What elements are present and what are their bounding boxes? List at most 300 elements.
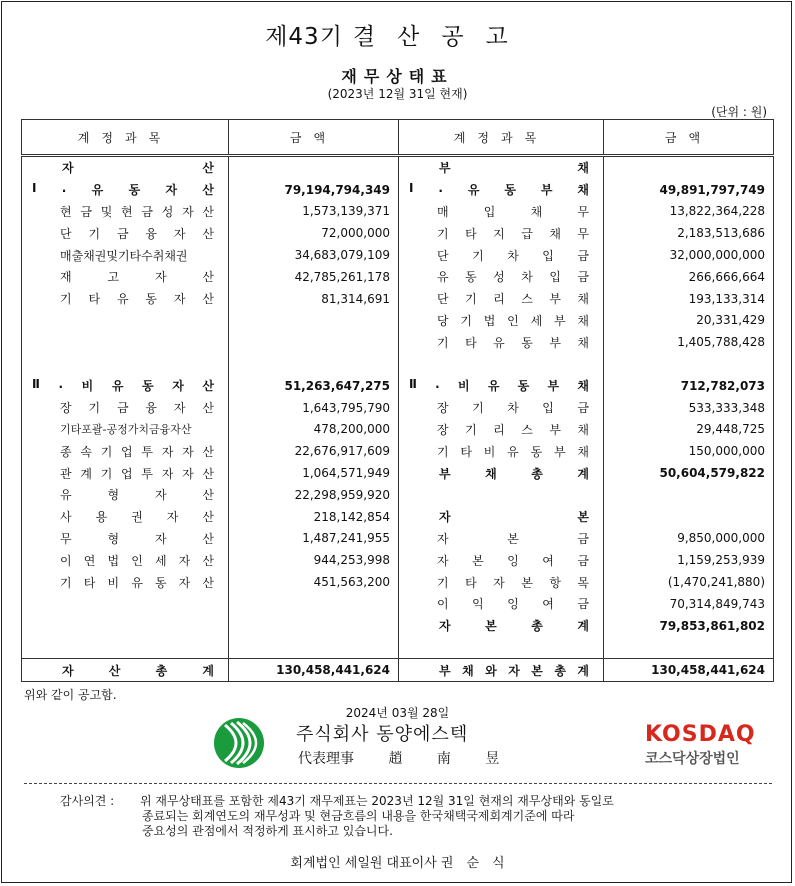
account-char: 입 — [542, 401, 554, 416]
liability-account-label — [399, 528, 604, 550]
account-char: 업 — [121, 466, 133, 481]
account-char: 여 — [542, 597, 554, 612]
account-name — [60, 268, 214, 285]
account-name: 매출채권및기타수취채권 — [60, 248, 188, 263]
account-name: 기타포괄-공정가치금융자산 — [60, 423, 192, 437]
asset-account-label — [22, 571, 229, 593]
table-row — [22, 549, 774, 571]
auditor-signature: 회계법인 세일원 대표이사 권 순 식 — [290, 856, 505, 871]
account-char: 유 — [467, 183, 480, 198]
account-char: 항 — [549, 575, 561, 590]
account-char: 본 — [507, 531, 519, 546]
asset-amount: 22,298,959,920 — [229, 484, 399, 506]
account-char: 동 — [145, 292, 157, 307]
account-char: 융 — [145, 226, 157, 241]
divider — [24, 783, 772, 784]
account-char: 금 — [577, 248, 589, 263]
table-row — [22, 375, 774, 397]
account-char: 자 — [62, 663, 74, 678]
account-char: 속 — [80, 444, 92, 459]
account-char: 장 — [60, 401, 72, 416]
account-char: 금 — [141, 204, 153, 219]
account-char: 비 — [483, 444, 496, 459]
asset-amount — [229, 615, 399, 637]
account-char: 산 — [202, 575, 214, 590]
liability-amount — [604, 353, 774, 375]
account-char: Ⅰ — [32, 181, 37, 196]
table-row — [22, 266, 774, 288]
account-name — [437, 530, 589, 547]
account-char: 자 — [173, 401, 186, 416]
asset-account-label — [22, 244, 229, 266]
account-char: 매 — [437, 204, 449, 219]
asset-amount: 1,573,139,371 — [229, 201, 399, 223]
account-char: 이 — [437, 597, 449, 612]
account-char: 채 — [530, 204, 543, 219]
account-char: 자 — [172, 379, 184, 394]
account-char: 세 — [154, 553, 167, 568]
account-char: 형 — [107, 488, 120, 503]
account-char: 기 — [465, 422, 477, 437]
liability-account-label — [399, 419, 604, 441]
asset-amount — [229, 156, 399, 179]
account-char: 기 — [88, 226, 101, 241]
page-title — [0, 18, 795, 51]
account-char: 기 — [88, 401, 101, 416]
account-char: 자 — [493, 575, 505, 590]
account-name — [437, 399, 589, 416]
account-char: 본 — [485, 619, 497, 634]
account-char: 자 — [154, 270, 167, 285]
company-logo-icon — [213, 717, 265, 769]
account-char: 채 — [462, 663, 474, 678]
statement-title: 재무상태표 — [341, 67, 454, 86]
account-char: 채 — [577, 444, 589, 459]
liability-amount: 79,853,861,802 — [604, 615, 774, 637]
liability-amount: 1,405,788,428 — [604, 331, 774, 353]
account-char: 연 — [83, 553, 96, 568]
account-char: 현 — [60, 204, 72, 219]
asset-account-label — [22, 506, 229, 528]
asset-amount: 81,314,691 — [229, 288, 399, 310]
asset-account-label — [22, 462, 229, 484]
asset-account-label — [22, 528, 229, 550]
account-char: 계 — [577, 663, 589, 678]
liability-account-label — [399, 593, 604, 615]
account-char: 타 — [88, 292, 101, 307]
table-row — [22, 331, 774, 353]
account-char: 용 — [95, 510, 108, 525]
asset-account-label — [22, 375, 229, 397]
account-char: 자 — [182, 444, 194, 459]
liability-account-label — [399, 375, 604, 397]
account-char: 차 — [507, 401, 519, 416]
account-name — [437, 312, 589, 329]
table-row — [22, 615, 774, 637]
account-char: 본 — [577, 510, 589, 525]
account-char: 산 — [202, 553, 214, 568]
table-row — [22, 506, 774, 528]
account-char: 자 — [178, 575, 191, 590]
asset-account-label — [22, 353, 229, 375]
account-char: 유 — [116, 292, 129, 307]
liability-amount: 533,333,348 — [604, 397, 774, 419]
table-row — [22, 201, 774, 223]
account-char: 성 — [493, 270, 505, 285]
account-char: 현 — [121, 204, 133, 219]
asset-amount — [229, 353, 399, 375]
table-row — [22, 288, 774, 310]
liability-account-label — [399, 201, 604, 223]
account-char: Ⅱ — [32, 377, 40, 392]
kosdaq-listed-label: 코스닥상장법인 — [645, 751, 740, 767]
account-char: 자 — [173, 226, 186, 241]
account-char: 자 — [161, 444, 174, 459]
as-of-date: (2023년 12월 31일 현재) — [327, 87, 468, 101]
account-char: 자 — [508, 663, 520, 678]
account-name — [409, 377, 589, 394]
kosdaq-logo: KOSDAQ — [645, 722, 756, 747]
account-char: 부 — [439, 161, 451, 176]
account-char: . — [61, 181, 67, 196]
account-char: 총 — [531, 466, 543, 481]
account-char: 자 — [437, 531, 449, 546]
account-char: 동 — [530, 444, 543, 459]
title-rest: 결산공고 — [352, 24, 530, 50]
account-char: 인 — [507, 313, 519, 328]
liability-account-label — [399, 266, 604, 288]
account-char: 유 — [111, 379, 124, 394]
account-char: 채 — [577, 422, 589, 437]
account-name — [437, 334, 589, 351]
account-char: 자 — [439, 510, 451, 525]
account-char: 이 — [60, 553, 72, 568]
account-char: 목 — [577, 575, 589, 590]
account-char: . — [58, 377, 64, 392]
account-char: 비 — [457, 379, 470, 394]
liability-amount: 70,314,849,743 — [604, 593, 774, 615]
account-char: 산 — [202, 292, 214, 307]
account-char: 금 — [577, 597, 589, 612]
liability-account-label — [399, 506, 604, 528]
account-char: 장 — [437, 422, 449, 437]
account-char: 지 — [493, 226, 505, 241]
liability-account-label — [399, 353, 604, 375]
asset-amount: 218,142,854 — [229, 506, 399, 528]
ceo-signature — [298, 748, 529, 768]
liability-account-label — [399, 331, 604, 353]
account-name — [437, 574, 589, 591]
account-char: 기 — [437, 226, 449, 241]
account-char: 유 — [91, 183, 104, 198]
account-char: 자 — [182, 204, 194, 219]
audit-label: 감사의견 : — [60, 794, 115, 808]
asset-account-label — [22, 266, 229, 288]
ceo-name-3: 昱 — [485, 751, 500, 767]
account-char: 기 — [100, 444, 113, 459]
liability-amount — [604, 484, 774, 506]
asset-amount: 51,263,647,275 — [229, 375, 399, 397]
account-char: 와 — [485, 663, 497, 678]
table-row — [22, 571, 774, 593]
account-char: 자 — [62, 161, 74, 176]
company-name: 주식회사 동양에스텍 — [296, 724, 469, 745]
account-char: 산 — [202, 226, 214, 241]
account-char: Ⅰ — [409, 181, 414, 196]
asset-amount: 34,683,079,109 — [229, 244, 399, 266]
account-char: 고 — [107, 270, 120, 285]
account-name — [60, 465, 214, 482]
account-char: 차 — [507, 248, 519, 263]
account-char: 산 — [202, 161, 214, 176]
liability-account-label — [399, 462, 604, 484]
account-char: 금 — [116, 226, 129, 241]
account-name — [437, 225, 589, 242]
sign-date: 2024년 03월 28일 — [345, 706, 450, 720]
account-char: 금 — [577, 270, 589, 285]
ceo-name-1: 趙 — [388, 751, 403, 767]
account-char: 산 — [202, 270, 214, 285]
account-char: 자 — [439, 619, 451, 634]
account-char: 산 — [202, 488, 214, 503]
account-char: 차 — [521, 270, 533, 285]
liability-account-label — [399, 310, 604, 332]
table-header-row — [22, 120, 774, 156]
account-name — [437, 595, 589, 612]
account-char: 법 — [483, 313, 496, 328]
account-char: 유 — [60, 488, 72, 503]
account-name — [439, 662, 589, 679]
liability-amount: 49,891,797,749 — [604, 179, 774, 201]
account-char: 금 — [577, 401, 589, 416]
account-name — [437, 268, 589, 285]
table-row — [22, 353, 774, 375]
account-char: 금 — [577, 531, 589, 546]
account-char: 및 — [100, 204, 113, 219]
asset-account-label — [22, 288, 229, 310]
account-name — [437, 443, 589, 460]
account-char: . — [435, 377, 440, 392]
account-char: 부 — [549, 335, 561, 350]
account-char: 자 — [154, 488, 167, 503]
account-char: 기 — [60, 292, 72, 307]
asset-account-label — [22, 615, 229, 637]
account-char: 금 — [577, 553, 589, 568]
account-name — [60, 290, 214, 307]
account-char: 기 — [472, 248, 484, 263]
account-name — [409, 181, 589, 198]
account-char: 동 — [517, 379, 530, 394]
liability-amount: 130,458,441,624 — [604, 659, 774, 682]
liability-amount — [604, 637, 774, 659]
account-char: 채 — [549, 226, 561, 241]
liability-account-label — [399, 222, 604, 244]
account-char: 채 — [577, 313, 589, 328]
account-char: 무 — [60, 531, 72, 546]
account-char: 유 — [487, 379, 500, 394]
asset-account-label — [22, 201, 229, 223]
asset-amount: 944,253,998 — [229, 549, 399, 571]
account-char: 산 — [202, 466, 214, 481]
account-char: 기 — [60, 575, 72, 590]
account-name — [32, 377, 214, 394]
account-char: 동 — [521, 335, 533, 350]
asset-account-label — [22, 484, 229, 506]
asset-amount: 42,785,261,178 — [229, 266, 399, 288]
account-name — [60, 203, 214, 220]
account-char: 부 — [439, 466, 451, 481]
table-row — [22, 637, 774, 659]
account-char: 채 — [577, 292, 589, 307]
liability-amount — [604, 156, 774, 179]
account-name — [32, 181, 214, 198]
account-char: 잉 — [507, 597, 519, 612]
table-row — [22, 397, 774, 419]
account-char: 채 — [577, 183, 589, 198]
table-row — [22, 179, 774, 201]
account-char: 입 — [549, 270, 561, 285]
account-char: 금 — [116, 401, 129, 416]
account-char: 채 — [485, 466, 497, 481]
col-header-account-left: 계정과목 — [22, 120, 229, 156]
liability-amount: 266,666,664 — [604, 266, 774, 288]
asset-account-label — [22, 310, 229, 332]
account-char: 관 — [60, 466, 72, 481]
liability-account-label — [399, 484, 604, 506]
account-char: 여 — [542, 553, 554, 568]
account-char: 산 — [202, 401, 214, 416]
table-row — [22, 659, 774, 682]
unit-label: (단위 : 원) — [711, 105, 767, 119]
asset-account-label — [22, 331, 229, 353]
liability-account-label — [399, 659, 604, 682]
account-char: 동 — [465, 270, 477, 285]
account-char: 금 — [80, 204, 92, 219]
liability-account-label — [399, 244, 604, 266]
asset-amount — [229, 310, 399, 332]
liability-amount: 20,331,429 — [604, 310, 774, 332]
account-char: 융 — [145, 401, 157, 416]
account-char: 부 — [553, 444, 566, 459]
account-char: 총 — [531, 619, 543, 634]
account-char: 유 — [437, 270, 449, 285]
account-char: 기 — [465, 292, 477, 307]
asset-account-label — [22, 637, 229, 659]
table-row — [22, 484, 774, 506]
asset-account-label — [22, 419, 229, 441]
liability-amount: (1,470,241,880) — [604, 571, 774, 593]
account-name — [60, 574, 214, 591]
account-char: 산 — [202, 531, 214, 546]
account-char: 급 — [521, 226, 533, 241]
account-char: 당 — [437, 313, 449, 328]
asset-account-label — [22, 659, 229, 682]
liability-amount: 29,448,725 — [604, 419, 774, 441]
account-name — [62, 662, 214, 679]
audit-line-3: 중요성의 관점에서 적정하게 표시하고 있습니다. — [142, 824, 393, 838]
asset-amount: 79,194,794,349 — [229, 179, 399, 201]
account-name — [60, 552, 214, 569]
account-char: 세 — [530, 313, 543, 328]
liability-amount: 9,850,000,000 — [604, 528, 774, 550]
account-char: 계 — [80, 466, 92, 481]
ceo-name-2: 南 — [436, 751, 451, 767]
liability-amount: 50,604,579,822 — [604, 462, 774, 484]
account-char: . — [438, 181, 443, 196]
account-char: 계 — [202, 663, 214, 678]
account-name — [437, 203, 589, 220]
asset-amount: 478,200,000 — [229, 419, 399, 441]
table-row — [22, 462, 774, 484]
liability-amount: 32,000,000,000 — [604, 244, 774, 266]
liability-account-label — [399, 615, 604, 637]
liability-amount: 193,133,314 — [604, 288, 774, 310]
account-char: 자 — [178, 553, 191, 568]
account-char: 무 — [577, 204, 589, 219]
table-row — [22, 244, 774, 266]
account-char: 투 — [141, 466, 153, 481]
account-char: 재 — [60, 270, 72, 285]
liability-amount: 150,000,000 — [604, 440, 774, 462]
table-row — [22, 528, 774, 550]
account-name — [60, 530, 214, 547]
asset-amount — [229, 331, 399, 353]
account-char: 본 — [521, 575, 533, 590]
account-char: 부 — [553, 313, 566, 328]
account-char: 스 — [521, 422, 533, 437]
account-char: 익 — [472, 597, 484, 612]
asset-account-label — [22, 440, 229, 462]
liability-account-label — [399, 156, 604, 179]
account-char: 단 — [60, 226, 72, 241]
account-char: 입 — [542, 248, 554, 263]
liability-amount: 2,183,513,686 — [604, 222, 774, 244]
account-char: 동 — [154, 575, 167, 590]
account-char: 무 — [577, 226, 589, 241]
asset-amount: 130,458,441,624 — [229, 659, 399, 682]
account-char: 기 — [100, 466, 113, 481]
account-char: 채 — [577, 161, 589, 176]
asset-account-label — [22, 593, 229, 615]
table-row — [22, 419, 774, 441]
account-char: 기 — [472, 401, 484, 416]
account-char: 법 — [107, 553, 120, 568]
asset-amount: 72,000,000 — [229, 222, 399, 244]
table-row — [22, 310, 774, 332]
account-char: 자 — [437, 553, 449, 568]
account-char: 본 — [472, 553, 484, 568]
asset-amount: 1,064,571,949 — [229, 462, 399, 484]
account-char: 스 — [521, 292, 533, 307]
account-name — [439, 465, 589, 482]
liability-account-label — [399, 637, 604, 659]
account-char: 타 — [465, 226, 477, 241]
balance-sheet-table — [21, 119, 774, 682]
asset-account-label — [22, 156, 229, 179]
ceo-title: 代表理事 — [298, 751, 354, 767]
asset-amount: 22,676,917,609 — [229, 440, 399, 462]
account-char: 자 — [165, 183, 178, 198]
account-name — [437, 290, 589, 307]
account-char: 리 — [493, 422, 505, 437]
account-char: 부 — [439, 663, 451, 678]
asset-account-label — [22, 397, 229, 419]
account-char: 부 — [547, 379, 560, 394]
account-char: 부 — [549, 422, 561, 437]
account-name — [439, 508, 589, 525]
account-char: 투 — [141, 444, 153, 459]
account-char: 자 — [161, 466, 174, 481]
